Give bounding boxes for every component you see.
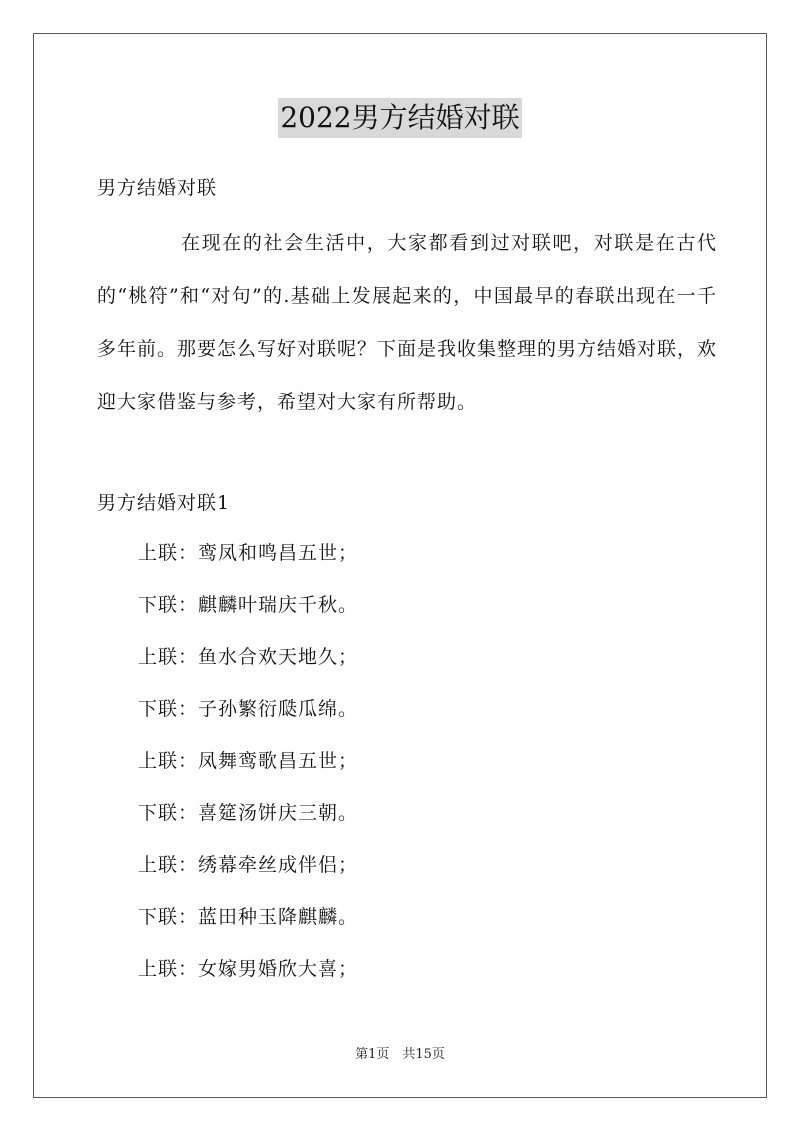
page-footer: 第1页 共15页	[355, 1047, 445, 1062]
intro-paragraph: 在现在的社会生活中，大家都看到过对联吧，对联是在古代的“桃符”和“对句”的.基础上发展起来的，中国最早的春联出现在一千多年前。那要怎么写好对联呢？下面是我收集整理的男方结婚对联，欢迎大家借鉴与参考，希望对大家有所帮助。	[97, 232, 718, 413]
couplet-line: 上联：绣幕牵丝成伴侣；	[138, 854, 359, 876]
couplet-line: 下联：子孙繁衍瓞瓜绵。	[138, 698, 359, 720]
couplet-line: 上联：女嫁男婚欣大喜；	[138, 958, 359, 980]
couplet-line: 下联：蓝田种玉降麒麟。	[138, 906, 359, 928]
couplet-line: 上联：凤舞鸾歌昌五世；	[138, 750, 359, 772]
section-title: 男方结婚对联1	[97, 492, 231, 514]
couplet-line: 上联：鸾凤和鸣昌五世；	[138, 542, 359, 564]
document-title: 2022男方结婚对联	[278, 98, 521, 138]
couplet-line: 下联：喜筵汤饼庆三朝。	[138, 802, 359, 824]
couplet-line: 上联：鱼水合欢天地久；	[138, 646, 359, 668]
document-subtitle: 男方结婚对联	[97, 177, 218, 199]
couplet-list	[138, 527, 358, 995]
couplet-line: 下联：麒麟叶瑞庆千秋。	[138, 594, 359, 616]
document-title-container	[0, 98, 800, 138]
